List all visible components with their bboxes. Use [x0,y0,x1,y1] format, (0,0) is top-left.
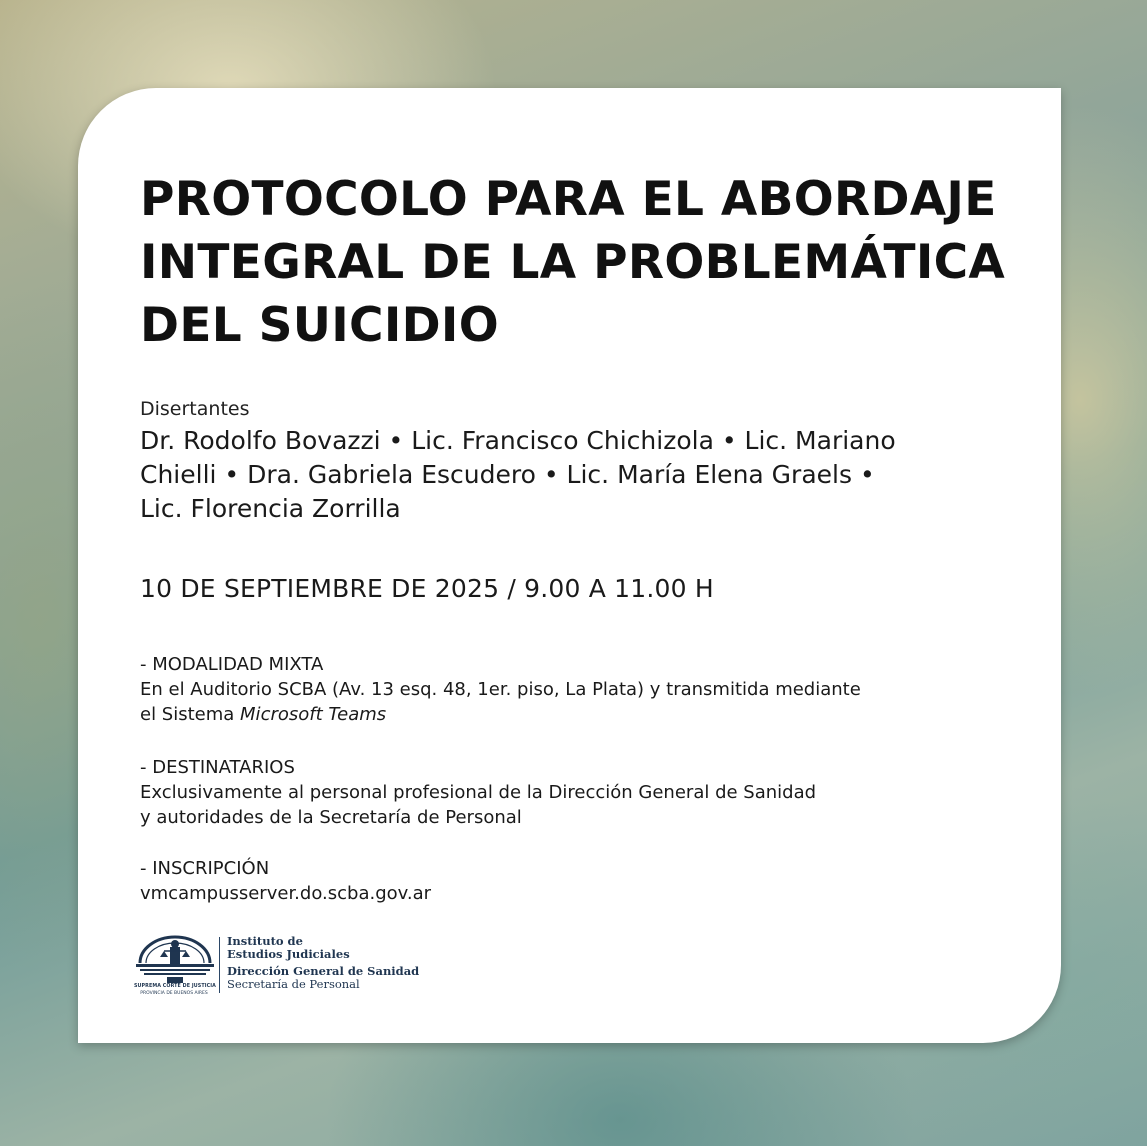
title-line: PROTOCOLO PARA EL ABORDAJE [140,172,997,227]
speakers-list [140,424,1000,526]
modality-platform: Microsoft Teams [240,704,387,725]
modality-section [140,652,861,727]
title-line: INTEGRAL DE LA PROBLEMÁTICA [140,235,1006,290]
institute-name: Instituto de [227,934,303,948]
speakers-line: Lic. Florencia Zorrilla [140,494,401,523]
logo-divider [219,937,220,993]
recipients-line: y autoridades de la Secretaría de Personal [140,807,522,828]
speakers-label: Disertantes [140,398,250,420]
institution-logo [134,933,464,1003]
recipients-section [140,755,816,830]
registration-heading: - INSCRIPCIÓN [140,858,270,879]
registration-section [140,856,431,906]
direction-name: Dirección General de Sanidad [227,964,420,978]
seal-text: SUPREMA CORTE DE JUSTICIA [134,984,216,989]
registration-url[interactable]: vmcampusserver.do.scba.gov.ar [140,883,432,904]
recipients-line: Exclusivamente al personal profesional de la Dirección General de Sanidad [140,782,817,803]
secretariat-name: Secretaría de Personal [227,977,360,991]
recipients-heading: - DESTINATARIOS [140,757,295,778]
modality-line: En el Auditorio SCBA (Av. 13 esq. 48, 1er. piso, La Plata) y transmitida mediante [140,679,861,700]
court-seal-icon [134,933,216,985]
flyer-card [78,88,1061,1043]
title-line: DEL SUICIDIO [140,298,499,353]
modality-heading: - MODALIDAD MIXTA [140,654,324,675]
logo-text [227,935,419,991]
event-date: 10 DE SEPTIEMBRE DE 2025 / 9.00 A 11.00 H [140,574,714,603]
institute-name: Estudios Judiciales [227,947,350,961]
speakers-line: Chielli • Dra. Gabriela Escudero • Lic. María Elena Graels • [140,460,875,489]
speakers-line: Dr. Rodolfo Bovazzi • Lic. Francisco Chichizola • Lic. Mariano [140,426,896,455]
event-title [140,168,1020,357]
modality-prefix: el Sistema [140,704,241,725]
modality-line [140,702,861,727]
seal-text: PROVINCIA DE BUENOS AIRES [140,991,208,996]
